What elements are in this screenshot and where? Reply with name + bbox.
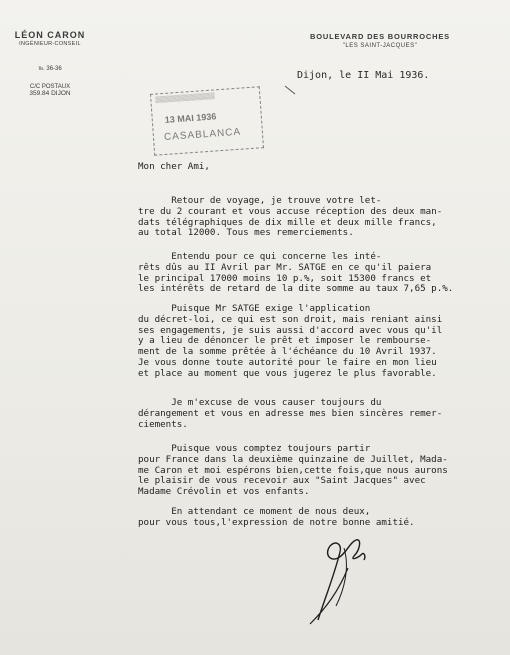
sender-name: LÉON CARON xyxy=(14,30,86,40)
telephone-number: ℡ 36-36 xyxy=(38,66,62,72)
stamp-smudge: ▒▒▒▒▒▒▒▒▒▒▒▒▒▒ xyxy=(155,93,216,104)
salutation: Mon cher Ami, xyxy=(138,161,210,172)
letterhead-right xyxy=(300,32,460,49)
sender-district: "LES SAINT-JACQUES" xyxy=(342,43,418,49)
postmark-stamp xyxy=(150,86,264,156)
paragraph-5: Puisque vous comptez toujours partir pour France dans la deuxième quinzaine de Juillet, Mada- me Caron et moi espérons bien,cette fois,que nous aurons le plaisir de vous recevoir aux "Saint Jacques" avec Madame Crévolin et vos enfants. xyxy=(138,443,448,498)
paragraph-4: Je m'excuse de vous causer toujours du dérangement et vous en adresse mes bien sincères remer- ciements. xyxy=(138,397,443,430)
sender-title: INGÉNIEUR-CONSEIL xyxy=(19,41,81,47)
pen-mark-icon xyxy=(284,85,296,95)
letter-date: Dijon, le II Mai 1936. xyxy=(297,70,430,81)
postal-cheque-label: C/C POSTAUX xyxy=(29,84,71,90)
handwritten-signature xyxy=(300,528,380,628)
paragraph-1: Retour de voyage, je trouve votre let- tre du 2 courant et vous accuse réception des deux man- dats télégraphiques de dix mille et deux mille francs, au total 12000. Tous mes remerciements. xyxy=(138,195,443,239)
letterhead-left xyxy=(10,30,90,97)
closing-paragraph: En attendant ce moment de nous deux, pour vous tous,l'expression de notre bonne amitié. xyxy=(138,506,415,528)
stamp-city: CASABLANCA xyxy=(163,126,242,144)
postal-cheque-number: 359.84 DIJON xyxy=(29,90,71,97)
paragraph-2: Entendu pour ce qui concerne les inté- rêts dûs au II Avril par Mr. SATGE en ce qu'il paiera le principal 17000 moins 10 p.%, soit 15300 francs et les intérêts de retard de la dite somme au taux 7,65 p.%. xyxy=(138,251,454,295)
paragraph-3: Puisque Mr SATGE exige l'application du décret-loi, ce qui est son droit, mais reniant ainsi ses engagements, je suis aussi d'accord avec vous qu'il y a lieu de dénoncer le prêt et imposer le rembourse- ment de la somme prêtée à l'échéance du 10 Avril 1937. Je vous donne toute autorité pour le faire en mon lieu et place au moment que vous jugerez le plus favorable. xyxy=(138,303,443,379)
stamp-date: 13 MAI 1936 xyxy=(164,111,217,125)
sender-street: BOULEVARD DES BOURROCHES xyxy=(310,32,450,41)
